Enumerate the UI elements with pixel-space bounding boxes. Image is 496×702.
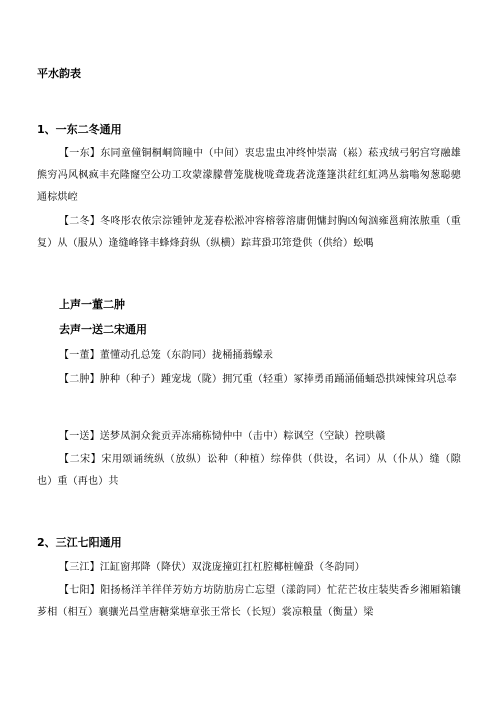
paragraph-yi-dong-rising: 【一董】董懂动孔总笼（东韵同）拢桶捅蓊蠓汞 xyxy=(59,350,274,361)
section-heading-2: 2、三江七阳通用 xyxy=(37,536,122,549)
sub-heading-rising-tone: 上声一董二肿 xyxy=(59,298,125,311)
paragraph-er-zhong: 【二肿】肿种（种子）踵宠垅（陇）拥冗重（轻重）冢捧勇甬踊涌俑蛹恐拱竦悚耸巩总奉 xyxy=(59,374,457,385)
paragraph-yi-dong: 【一东】东同童僮铜桐峒筒瞳中（中间）衷忠盅虫冲终忡崇嵩（崧）菘戎绒弓躬宫穹融雄熊穷冯风枫疯丰充隆窿空公功工攻蒙濛朦瞢笼胧栊咙聋珑砻泷蓬篷洪荭红虹鸿丛翁嗡匆葱聪骢通棕烘崆 xyxy=(37,148,461,203)
paragraph-er-song: 【二宋】宋用颂诵统纵（放纵）讼种（种植）综俸供（供设，名词）从（仆从）缝（隙也）重（再也）共 xyxy=(37,454,461,487)
paragraph-yi-song: 【一送】送梦凤洞众瓮贡弄冻痛栋恸仲中（击中）粽讽空（空缺）控哄赣 xyxy=(59,431,386,442)
sub-heading-departing-tone: 去声一送二宋通用 xyxy=(59,323,147,336)
paragraph-san-jiang: 【三江】江缸窗邦降（降伏）双泷庞撞豇扛杠腔椰桩幢蛩（冬韵同） xyxy=(59,562,365,573)
paragraph-qi-yang: 【七阳】阳扬杨洋羊徉佯芳妨方坊防肪房亡忘望（漾韵同）忙茫芒妆庄装奘香乡湘厢箱镶芗相（相互）襄骧光昌堂唐糖棠塘章张王常长（长短）裳凉粮量（衡量）梁 xyxy=(37,585,461,618)
paragraph-er-dong: 【二冬】冬咚彤农侬宗淙锺钟龙茏舂松淞冲容榕蓉溶庸佣慵封胸凶匈汹雍邕痈浓脓重（重复）从（服从）逢缝峰锋丰蜂烽葑纵（纵横）踪茸蛩邛筇跫供（供给）蚣喁 xyxy=(37,216,461,249)
section-heading-1: 1、一东二冬通用 xyxy=(37,123,122,136)
document-title: 平水韵表 xyxy=(37,67,81,80)
